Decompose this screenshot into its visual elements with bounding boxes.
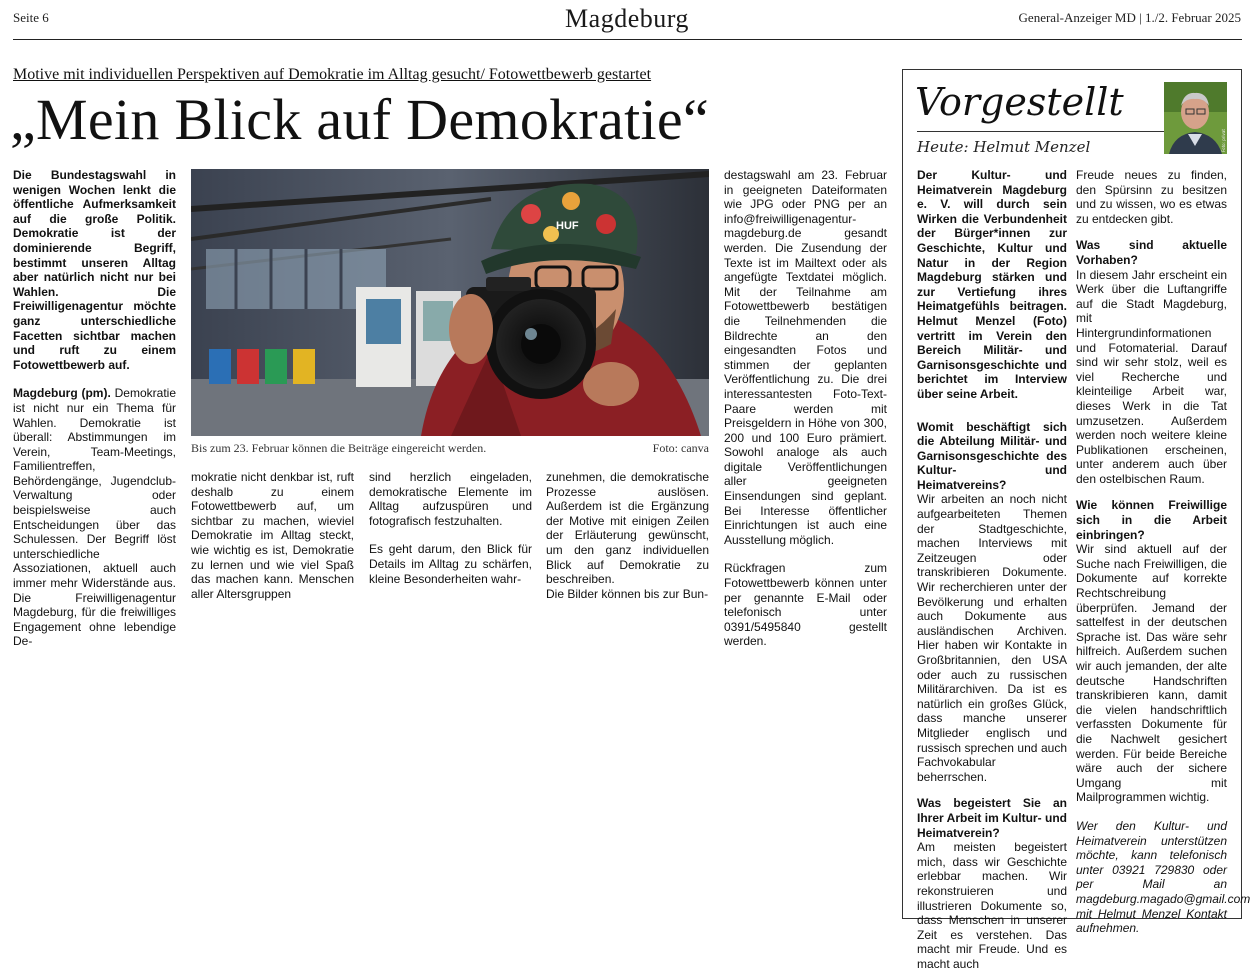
article-body-5b: Rückfragen zum Fotowettbewerb können unter per genannte E-Mail oder telefonisch unter 0391/5495840 gestellt werden. xyxy=(724,561,887,649)
sidebar-question-1: Womit beschäftigt sich die Abteilung Militär- und Garnisonsgeschichte des Kultur- und Heimatvereins? xyxy=(917,419,1067,492)
cap-logo: HUF xyxy=(556,220,579,232)
article-headline: „Mein Blick auf Demokratie“ xyxy=(10,87,710,152)
article-dateline: Magdeburg (pm). xyxy=(13,386,111,401)
article-body-5a: destagswahl am 23. Februar in geeigneten Dateiformaten wie JPG oder PNG per an info@freiwilligenagentur-magdeburg.de gesandt werden. Die Zusendung der Texte ist im Mailtext oder als angefügte Textdatei möglich. Mit der Teilnahme am Fotowettbewerb bestätigen die Teilnehmenden die Bildrechte an den eingesandten Fotos und stimmen der geplanten Veröffentlichung zu. Die drei interessantesten Foto-Text-Paare werden mit Preisgeldern in Höhe von 300, 200 und 100 Euro prämiert. Sowohl analoge als auch digitale Veröffentlichungen aller geeigneten Einsendungen sind geplant. Bei Interesse öffentlicher Einrichtungen ist auch eine Ausstellung möglich. xyxy=(724,168,887,547)
sidebar-column-2 xyxy=(1076,168,1251,936)
photo-caption xyxy=(191,441,709,456)
sidebar-answer-2: Am meisten begeistert mich, dass wir Geschichte erlebbar machen. Wir rekonstruieren und illustrieren Dokumente so, dass Menschen in unserer Zeit es verstehen. Das macht mir Freude. Und es macht auch xyxy=(917,840,1067,971)
page-number: Seite 6 xyxy=(13,10,49,25)
section-title: Magdeburg xyxy=(565,4,689,33)
article-column-3 xyxy=(369,470,532,586)
article-photo xyxy=(191,169,709,436)
article-body-4a: zunehmen, die demokratische Prozesse auslösen. Außerdem ist die Ergänzung der Motive mit einigen Zeilen der Erläuterung gewünscht, um den ganz individuellen Blick auf Demokratie zu beschreiben. xyxy=(546,470,709,587)
photographer-illustration xyxy=(191,169,709,436)
article-kicker: Motive mit individuellen Perspektiven auf Demokratie im Alltag gesucht/ Fotowettbewerb gestartet xyxy=(13,66,652,83)
sidebar-intro: Der Kultur- und Heimatverein Magdeburg e. V. will durch sein Wirken die Verbundenheit der Bürger*innen zur Geschichte, Kultur und Natur in der Region Magdeburg stärken und zur Vertiefung ihres Heimatgefühls beitragen. Helmut Menzel (Foto) vertritt im Verein den Bereich Militär- und Garnisonsgeschichte und berichtet im Interview über seine Arbeit. xyxy=(917,168,1067,401)
caption-text: Bis zum 23. Februar können die Beiträge eingereicht werden. xyxy=(191,441,487,455)
article-body-2: mokratie nicht denkbar ist, ruft deshalb zu einem Fotowettbewerb auf, um sichtbar zu machen, wieviel Demokratie im Alltag steckt, wie wichtig es ist, Demokratie zu lernen und wie viel Spaß das machen kann. Menschen aller Altersgruppen xyxy=(191,470,354,601)
sidebar-column-1 xyxy=(917,168,1067,971)
article-body-3b: Es geht darum, den Blick für Details im Alltag zu schärfen, kleine Besonderheiten wahr- xyxy=(369,542,532,586)
header-rule xyxy=(13,39,1242,40)
portrait-photo xyxy=(1164,82,1227,154)
portrait-illustration xyxy=(1164,82,1227,154)
article-body-3a: sind herzlich eingeladen, demokratische Elemente im Alltag aufzuspüren und fotografisch festzuhalten. xyxy=(369,470,532,528)
sidebar-question-3: Was sind aktuelle Vorhaben? xyxy=(1076,238,1227,267)
sidebar-rule xyxy=(917,131,1165,132)
article-column-1 xyxy=(13,168,176,649)
publication-date: General-Anzeiger MD | 1./2. Februar 2025 xyxy=(1018,10,1241,25)
sidebar-title: Vorgestellt xyxy=(915,80,1124,124)
article-lead: Die Bundestagswahl in wenigen Wochen lenkt die öffentliche Aufmerksamkeit auf die große Politik. Demokratie ist der dominierende Begriff, bestimmt unseren Alltag aber natürlich nicht nur bei Wahlen. Die Freiwilligenagentur möchte ganz unterschiedliche Facetten sichtbar machen und ruft zu einem Fotowettbewerb auf. xyxy=(13,168,176,372)
sidebar-question-2: Was begeistert Sie an Ihrer Arbeit im Kultur- und Heimatverein? xyxy=(917,796,1067,840)
sidebar-answer-1: Wir arbeiten an noch nicht aufgearbeiteten Themen der Stadtgeschichte, machen Interviews mit Zeitzeugen oder transkribieren Dokumente. Wir recherchieren unter der Bevölkerung und erhalten auch Dokumente aus ausländischen Archiven. Hier haben wir Kontakte in Großbritannien, den USA oder auch zu russischen Militärarchiven. Da ist es natürlich ein großes Glück, dass manche unserer Mitglieder englisch und russisch sprechen und auch Fachvokabular beherrschen. xyxy=(917,492,1067,784)
sidebar-question-4: Wie können Freiwillige sich in die Arbeit einbringen? xyxy=(1076,498,1227,542)
sidebar-contact: Wer den Kultur- und Heimatverein unterstützen möchte, kann telefonisch unter 03921 729830 oder per Mail an magdeburg.magado@gmail.com mit Helmut Menzel Kontakt aufnehmen. xyxy=(1076,818,1251,936)
sidebar-subtitle: Heute: Helmut Menzel xyxy=(917,138,1091,156)
article-column-2 xyxy=(191,470,354,601)
article-column-4 xyxy=(546,470,709,601)
article-body-4b: Die Bilder können bis zur Bun- xyxy=(546,586,709,601)
portrait-credit: Foto: privat xyxy=(1221,129,1226,152)
sidebar-answer-2-cont: Freude neues zu finden, den Spürsinn zu besitzen und zu wissen, wo es etwas zu entdecken gibt. xyxy=(1076,168,1227,226)
article-column-5 xyxy=(724,168,887,649)
article-body-1: Demokratie ist nicht nur ein Thema für Wahlen. Demokratie ist überall: Abstimmungen im Verein, Team-Meetings, Familientreffen, Behördengänge, Jugendclub-Verwaltung oder beispielsweise auch Entscheidungen über das Schulessen. Der Begriff löst unterschiedliche Assoziationen, aktuell auch immer mehr Widerstände aus. Die Freiwilligenagentur Magdeburg, für die freiwilliges Engagement ohne lebendige De- xyxy=(13,386,176,649)
photo-credit: Foto: canva xyxy=(652,441,709,455)
sidebar-answer-3: In diesem Jahr erscheint ein Werk über die Luftangriffe auf die Stadt Magdeburg, mit Hintergrundinformationen und Fotomaterial. Darauf sind wir sehr stolz, weil es viel Recherche und kleinteilige Arbeit war, dieses Werk in die Tat umzusetzen. Außerdem werden noch weitere kleine Publikationen erscheinen, unter anderem auch über den ostelbischen Raum. xyxy=(1076,267,1227,486)
sidebar-answer-4: Wir sind aktuell auf der Suche nach Freiwilligen, die Dokumente auf korrekte Rechtschreibung überprüfen. Jemand der sattelfest in der deutschen Sprache ist. Das wäre sehr hilfreich. Außerdem suchen wir auch jemanden, der alte deutsche Handschriften transkribieren kann, damit die vielen handschriftlich verfassten Dokumente für die Nachwelt gesichert werden. Für beide Bereiche wäre auch der sichere Umgang mit Mailprogrammen wichtig. xyxy=(1076,542,1227,805)
